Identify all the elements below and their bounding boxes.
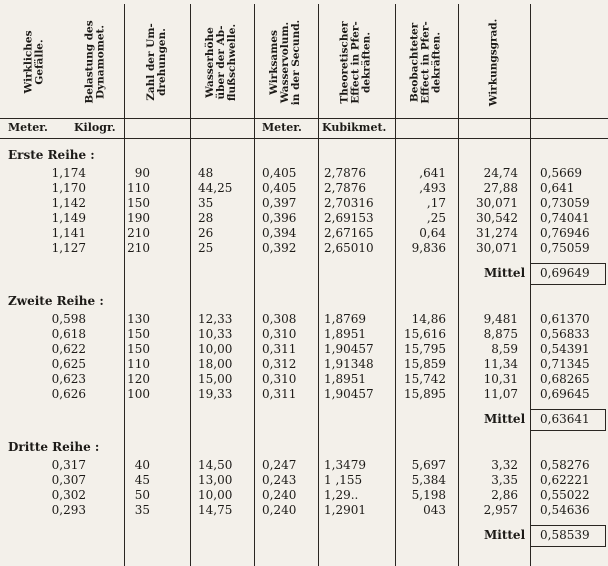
header-label: Wasserhöhe über der Ab- flußschwelle.	[204, 23, 239, 101]
cell-theor-effect: 0,64	[419, 226, 446, 240]
header-rule	[0, 118, 608, 119]
cell-gefaelle: 0,293	[51, 503, 86, 517]
cell-wirkungsgrad: 0,54636	[540, 503, 590, 517]
header-theor-effect	[318, 8, 395, 116]
cell-gefaelle: 0,302	[51, 488, 86, 502]
cell-wirkungsgrad: 0,61370	[540, 312, 590, 326]
cell-umdrehungen: 19,33	[198, 387, 233, 401]
cell-umdrehungen: 25	[198, 241, 214, 255]
cell-wirkungsgrad: 0,69645	[540, 387, 590, 401]
unit-gefaelle: Meter.	[8, 121, 48, 134]
mittel-value: 0,58539	[540, 528, 590, 542]
cell-umdrehungen: 14,50	[198, 458, 233, 472]
mittel-value: 0,63641	[540, 412, 590, 426]
cell-theor-effect: ,17	[426, 196, 446, 210]
header-label: Theoretischer Effect in Pfer- dekräften.	[339, 20, 373, 104]
cell-theor-effect: 5,697	[411, 458, 446, 472]
mittel-label: Mittel	[484, 266, 526, 280]
cell-umdrehungen: 18,00	[198, 357, 233, 371]
cell-belastung: 210	[127, 226, 150, 240]
cell-gefaelle: 0,625	[51, 357, 86, 371]
cell-wasservolum: 2,70316	[324, 196, 374, 210]
header-label: Wirkliches Gefälle.	[22, 30, 45, 94]
cell-belastung: 90	[134, 166, 150, 180]
cell-umdrehungen: 44,25	[198, 181, 233, 195]
cell-gefaelle: 0,618	[51, 327, 86, 341]
cell-belastung: 45	[134, 473, 150, 487]
series-title: Erste Reihe :	[8, 148, 95, 162]
cell-gefaelle: 0,307	[51, 473, 86, 487]
cell-wasserhoehe: 0,240	[262, 488, 297, 502]
cell-gefaelle: 1,174	[51, 166, 86, 180]
cell-beob-effect: 30,071	[476, 241, 518, 255]
cell-beob-effect: 3,35	[491, 473, 518, 487]
cell-wasservolum: 1,8769	[324, 312, 366, 326]
cell-belastung: 100	[127, 387, 150, 401]
cell-wasserhoehe: 0,405	[262, 181, 297, 195]
header-rule	[0, 138, 608, 139]
cell-beob-effect: 24,74	[483, 166, 518, 180]
cell-belastung: 150	[127, 342, 150, 356]
cell-belastung: 150	[127, 196, 150, 210]
cell-wasservolum: 1,90457	[324, 387, 374, 401]
series-title: Zweite Reihe :	[8, 294, 104, 308]
cell-wasserhoehe: 0,247	[262, 458, 297, 472]
cell-gefaelle: 0,623	[51, 372, 86, 386]
cell-beob-effect: 30,542	[476, 211, 518, 225]
cell-theor-effect: 5,384	[411, 473, 446, 487]
cell-wirkungsgrad: 0,56833	[540, 327, 590, 341]
cell-wirkungsgrad: 0,75059	[540, 241, 590, 255]
cell-wasservolum: 1,90457	[324, 342, 374, 356]
header-umdrehungen	[124, 8, 190, 116]
mittel-label: Mittel	[484, 412, 526, 426]
cell-gefaelle: 0,626	[51, 387, 86, 401]
cell-belastung: 50	[134, 488, 150, 502]
cell-wasserhoehe: 0,397	[262, 196, 297, 210]
cell-gefaelle: 1,149	[51, 211, 86, 225]
cell-wasserhoehe: 0,308	[262, 312, 297, 326]
cell-wasservolum: 1,3479	[324, 458, 366, 472]
cell-theor-effect: 043	[423, 503, 446, 517]
cell-wasserhoehe: 0,312	[262, 357, 297, 371]
cell-beob-effect: 30,071	[476, 196, 518, 210]
cell-gefaelle: 1,141	[51, 226, 86, 240]
cell-theor-effect: 15,895	[404, 387, 446, 401]
cell-beob-effect: 2,86	[491, 488, 518, 502]
cell-umdrehungen: 14,75	[198, 503, 233, 517]
cell-umdrehungen: 48	[198, 166, 214, 180]
mittel-label: Mittel	[484, 528, 526, 542]
cell-theor-effect: 15,616	[404, 327, 446, 341]
cell-wasserhoehe: 0,392	[262, 241, 297, 255]
cell-umdrehungen: 10,33	[198, 327, 233, 341]
cell-wasservolum: 1 ,155	[324, 473, 363, 487]
cell-wirkungsgrad: 0,58276	[540, 458, 590, 472]
cell-gefaelle: 0,598	[51, 312, 86, 326]
cell-wasserhoehe: 0,394	[262, 226, 297, 240]
cell-wirkungsgrad: 0,71345	[540, 357, 590, 371]
cell-wirkungsgrad: 0,54391	[540, 342, 590, 356]
cell-theor-effect: 14,86	[411, 312, 446, 326]
cell-wirkungsgrad: 0,55022	[540, 488, 590, 502]
cell-wasservolum: 1,91348	[324, 357, 374, 371]
cell-wasservolum: 1,8951	[324, 372, 366, 386]
cell-belastung: 35	[134, 503, 150, 517]
cell-umdrehungen: 10,00	[198, 488, 233, 502]
cell-belastung: 130	[127, 312, 150, 326]
cell-wasserhoehe: 0,311	[262, 342, 297, 356]
cell-gefaelle: 1,142	[51, 196, 86, 210]
cell-wirkungsgrad: 0,5669	[540, 166, 582, 180]
cell-wirkungsgrad: 0,62221	[540, 473, 590, 487]
cell-belastung: 210	[127, 241, 150, 255]
cell-beob-effect: 27,88	[483, 181, 518, 195]
cell-belastung: 110	[127, 357, 150, 371]
header-label: Beobachteter Effect in Pfer- dekräften.	[409, 20, 443, 104]
cell-beob-effect: 11,07	[483, 387, 518, 401]
header-label: Wirkungsgrad.	[487, 18, 500, 106]
cell-wasserhoehe: 0,311	[262, 387, 297, 401]
cell-belastung: 150	[127, 327, 150, 341]
cell-wasservolum: 1,29..	[324, 488, 359, 502]
cell-wirkungsgrad: 0,76946	[540, 226, 590, 240]
cell-theor-effect: ,493	[419, 181, 446, 195]
cell-wasserhoehe: 0,240	[262, 503, 297, 517]
cell-wasserhoehe: 0,310	[262, 327, 297, 341]
cell-wirkungsgrad: 0,641	[540, 181, 575, 195]
cell-beob-effect: 9,481	[483, 312, 518, 326]
cell-gefaelle: 1,127	[51, 241, 86, 255]
header-beob-effect	[395, 8, 458, 116]
cell-umdrehungen: 12,33	[198, 312, 233, 326]
header-wirkungsgrad	[458, 8, 530, 116]
header-belastung	[68, 8, 124, 116]
cell-beob-effect: 3,32	[491, 458, 518, 472]
cell-beob-effect: 8,59	[491, 342, 518, 356]
cell-beob-effect: 11,34	[483, 357, 518, 371]
cell-theor-effect: ,641	[419, 166, 446, 180]
header-label: Zahl der Um- drehungen.	[145, 23, 168, 101]
mittel-value: 0,69649	[540, 266, 590, 280]
cell-gefaelle: 0,622	[51, 342, 86, 356]
cell-beob-effect: 8,875	[483, 327, 518, 341]
cell-belastung: 120	[127, 372, 150, 386]
cell-belastung: 190	[127, 211, 150, 225]
cell-wasservolum: 2,69153	[324, 211, 374, 225]
cell-umdrehungen: 26	[198, 226, 214, 240]
unit-belastung: Kilogr.	[74, 121, 116, 134]
cell-belastung: 110	[127, 181, 150, 195]
cell-wasserhoehe: 0,405	[262, 166, 297, 180]
cell-theor-effect: ,25	[426, 211, 446, 225]
header-gefaelle	[0, 8, 68, 116]
cell-wasserhoehe: 0,396	[262, 211, 297, 225]
cell-wirkungsgrad: 0,68265	[540, 372, 590, 386]
header-label: Wirksames Wasservolum. in der Secund.	[268, 19, 303, 105]
header-label: Belastung des Dynamomet.	[84, 20, 107, 104]
unit-wasservolum: Kubikmet.	[322, 121, 387, 134]
cell-beob-effect: 31,274	[476, 226, 518, 240]
cell-wasservolum: 1,2901	[324, 503, 366, 517]
cell-wasserhoehe: 0,243	[262, 473, 297, 487]
cell-umdrehungen: 13,00	[198, 473, 233, 487]
cell-theor-effect: 9,836	[411, 241, 446, 255]
cell-wasservolum: 2,7876	[324, 166, 366, 180]
cell-theor-effect: 15,742	[404, 372, 446, 386]
cell-wasservolum: 1,8951	[324, 327, 366, 341]
unit-wasserhoehe: Meter.	[262, 121, 302, 134]
cell-beob-effect: 2,957	[483, 503, 518, 517]
cell-theor-effect: 15,859	[404, 357, 446, 371]
cell-wirkungsgrad: 0,73059	[540, 196, 590, 210]
cell-belastung: 40	[134, 458, 150, 472]
cell-gefaelle: 0,317	[51, 458, 86, 472]
cell-umdrehungen: 28	[198, 211, 214, 225]
cell-wasservolum: 2,65010	[324, 241, 374, 255]
cell-umdrehungen: 35	[198, 196, 214, 210]
cell-wasserhoehe: 0,310	[262, 372, 297, 386]
series-title: Dritte Reihe :	[8, 440, 100, 454]
cell-wirkungsgrad: 0,74041	[540, 211, 590, 225]
header-wasserhoehe	[190, 8, 254, 116]
cell-beob-effect: 10,31	[483, 372, 518, 386]
cell-gefaelle: 1,170	[51, 181, 86, 195]
cell-theor-effect: 15,795	[404, 342, 446, 356]
cell-wasservolum: 2,7876	[324, 181, 366, 195]
column-rule	[530, 4, 531, 566]
cell-umdrehungen: 10,00	[198, 342, 233, 356]
cell-wasservolum: 2,67165	[324, 226, 374, 240]
cell-umdrehungen: 15,00	[198, 372, 233, 386]
cell-theor-effect: 5,198	[411, 488, 446, 502]
header-wasservolum	[254, 8, 318, 116]
